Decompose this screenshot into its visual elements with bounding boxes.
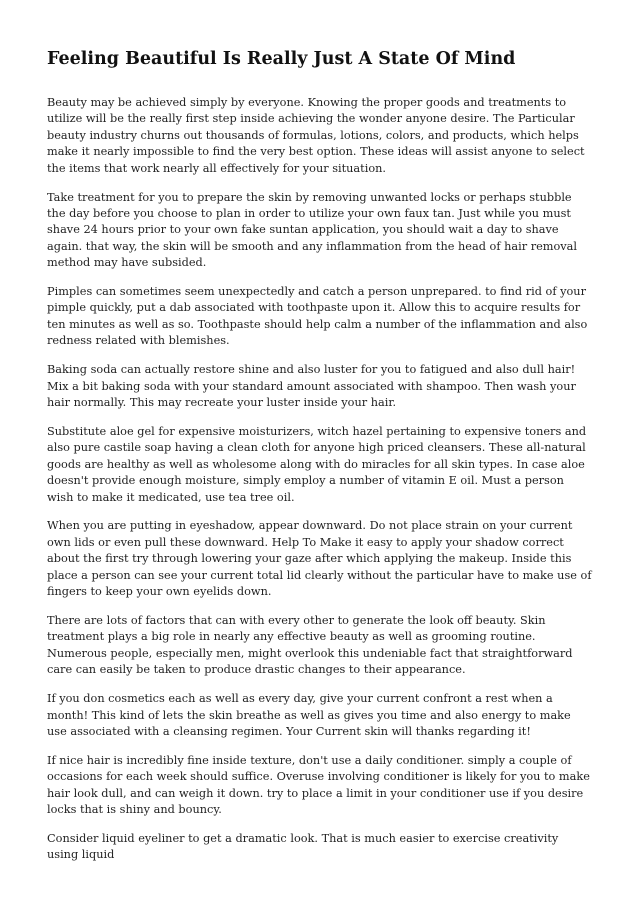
page-title: Feeling Beautiful Is Really Just A State Of Mind: [47, 49, 516, 69]
paragraph-2: Take treatment for you to prepare the skin by removing unwanted locks or perhaps stubble the day before you choose to plan in order to utilize your own faux tan. Just while you must shave 24 hours prior to your own fake suntan application, you should wait a day to shave again. that way, the skin will be smooth and any inflammation from the head of hair removal method may have subsided.: [47, 190, 578, 270]
paragraph-4: Baking soda can actually restore shine and also luster for you to fatigued and also dull hair! Mix a bit baking soda with your standard amount associated with shampoo. Then wash your hair normally. This may recreate your luster inside your hair.: [47, 363, 576, 409]
paragraph-9: If nice hair is incredibly fine inside texture, don't use a daily conditioner. simply a couple of occasions for each week should suffice. Overuse involving conditioner is likely for you to make hair look dull, and can weigh it down. try to place a limit in your conditioner use if you desire locks that is shiny and bouncy.: [47, 753, 590, 817]
paragraph-6: When you are putting in eyeshadow, appear downward. Do not place strain on your current own lids or even pull these downward. Help To Make it easy to apply your shadow correct about the first try through lowering your gaze after which applying the makeup. Inside this place a person can see your current total lid clearly without the particular have to make use of fingers to keep your own eyelids down.: [47, 519, 592, 599]
paragraph-7: There are lots of factors that can with every other to generate the look off beauty. Skin treatment plays a big role in nearly any effective beauty as well as grooming routine. Numerous people, especially men, might overlook this undeniable fact that straightforward care can easily be taken to produce drastic changes to their appearance.: [47, 613, 573, 677]
paragraph-8: If you don cosmetics each as well as every day, give your current confront a rest when a month! This kind of lets the skin breathe as well as gives you time and also energy to make use associated with a cleansing regimen. Your Current skin will thanks regarding it!: [47, 692, 571, 738]
paragraph-1: Beauty may be achieved simply by everyone. Knowing the proper goods and treatments to utilize will be the really first step inside achieving the wonder anyone desire. The Particular beauty industry churns out thousands of formulas, lotions, colors, and products, which helps make it nearly impossible to find the very best option. These ideas will assist anyone to select the items that work nearly all effectively for your situation.: [47, 96, 585, 175]
paragraph-3: Pimples can sometimes seem unexpectedly and catch a person unprepared. to find rid of your pimple quickly, put a dab associated with toothpaste upon it. Allow this to acquire results for ten minutes as well as so. Toothpaste should help calm a number of the inflammation and also redness related with blemishes.: [47, 285, 588, 348]
paragraph-5: Substitute aloe gel for expensive moisturizers, witch hazel pertaining to expensive toners and also pure castile soap having a clean cloth for anyone high priced cleansers. These all-natural goods are healthy as well as wholesome along with do miracles for all skin types. In case aloe doesn't provide enough moisture, simply employ a number of vitamin E oil. Must a person wish to make it medicated, use tea tree oil.: [47, 424, 587, 504]
document-body: [47, 95, 593, 876]
paragraph-10: Consider liquid eyeliner to get a dramatic look. That is much easier to exercise creativity using liquid: [47, 831, 559, 862]
